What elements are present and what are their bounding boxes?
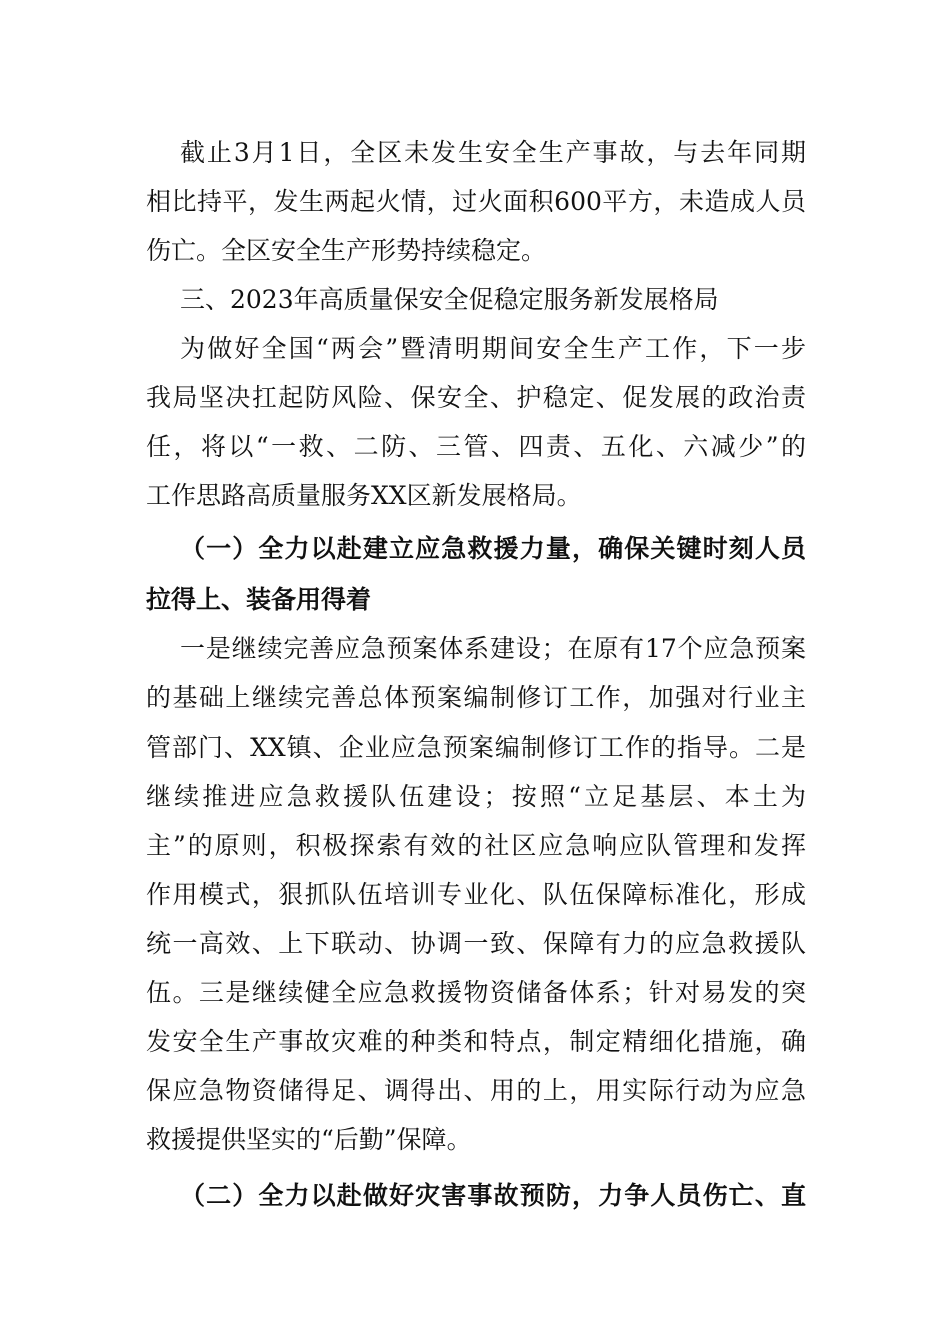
body-text-line: 救援提供坚实的“后勤”保障。 (146, 1125, 472, 1154)
subsection-heading: （一）全力以赴建立应急救援力量，确保关键时刻人员 (180, 534, 806, 563)
body-text-line: 伤亡。全区安全生产形势持续稳定。 (146, 236, 547, 265)
body-text-line: 的基础上继续完善总体预案编制修订工作，加强对行业主 (146, 683, 806, 712)
body-text-line: 发安全生产事故灾难的种类和特点，制定精细化措施，确 (146, 1027, 806, 1056)
body-text-line: 继续推进应急救援队伍建设；按照“立足基层、本土为 (146, 782, 806, 811)
body-text-line: 一是继续完善应急预案体系建设；在原有17个应急预案 (180, 634, 806, 663)
body-text-line: 伍。三是继续健全应急救援物资储备体系；针对易发的突 (146, 978, 806, 1007)
body-text-line: 任，将以“一救、二防、三管、四责、五化、六减少”的 (146, 432, 806, 461)
subsection-heading: （二）全力以赴做好灾害事故预防，力争人员伤亡、直 (180, 1181, 806, 1210)
body-text-line: 截止3月1日，全区未发生安全生产事故，与去年同期 (180, 138, 806, 167)
body-text-line: 相比持平，发生两起火情，过火面积600平方，未造成人员 (146, 187, 806, 216)
body-text-line: 我局坚决扛起防风险、保安全、护稳定、促发展的政治责 (146, 383, 806, 412)
body-text-line: 为做好全国“两会”暨清明期间安全生产工作，下一步 (180, 334, 806, 363)
section-heading: 三、2023年高质量保安全促稳定服务新发展格局 (180, 285, 719, 314)
body-text-line: 工作思路高质量服务XX区新发展格局。 (146, 481, 582, 510)
body-text-line: 管部门、XX镇、企业应急预案编制修订工作的指导。二是 (146, 733, 806, 762)
body-text-line: 保应急物资储得足、调得出、用的上，用实际行动为应急 (146, 1076, 806, 1105)
subsection-heading: 拉得上、装备用得着 (146, 585, 372, 614)
body-text-line: 主”的原则，积极探索有效的社区应急响应队管理和发挥 (146, 831, 806, 860)
body-text-line: 作用模式，狠抓队伍培训专业化、队伍保障标准化，形成 (146, 880, 806, 909)
body-text-line: 统一高效、上下联动、协调一致、保障有力的应急救援队 (146, 929, 806, 958)
